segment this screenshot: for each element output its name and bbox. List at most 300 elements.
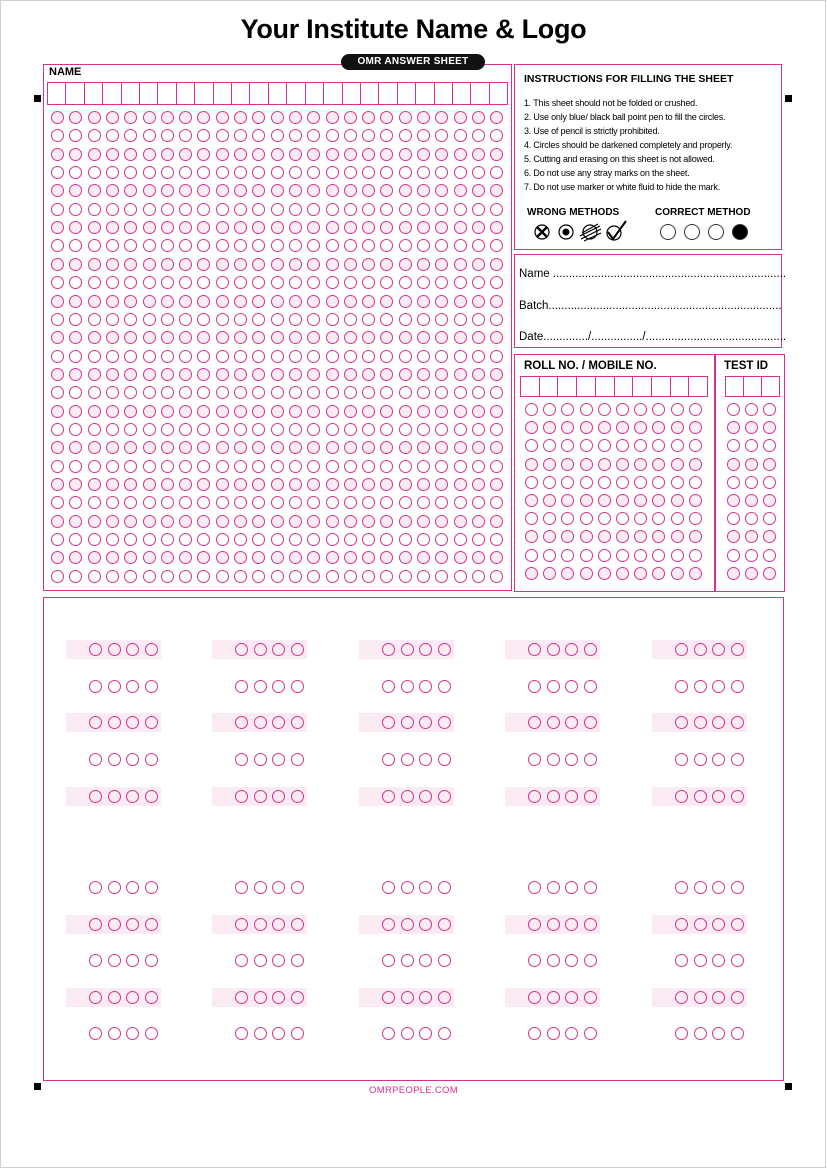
name-bubble-k[interactable] bbox=[380, 295, 393, 308]
roll-bubble-2[interactable] bbox=[671, 439, 684, 452]
name-bubble-a[interactable] bbox=[344, 111, 357, 124]
answer-bubble-b[interactable] bbox=[401, 954, 414, 967]
test-id-bubble-3[interactable] bbox=[763, 458, 776, 471]
name-bubble-k[interactable] bbox=[344, 295, 357, 308]
name-bubble-u[interactable] bbox=[51, 478, 64, 491]
name-bubble-z[interactable] bbox=[399, 570, 412, 583]
name-bubble-u[interactable] bbox=[143, 478, 156, 491]
name-bubble-t[interactable] bbox=[216, 460, 229, 473]
name-bubble-f[interactable] bbox=[271, 203, 284, 216]
answer-bubble-a[interactable] bbox=[528, 643, 541, 656]
name-bubble-i[interactable] bbox=[124, 258, 137, 271]
answer-bubble-d[interactable] bbox=[291, 954, 304, 967]
name-bubble-n[interactable] bbox=[161, 350, 174, 363]
answer-bubble-c[interactable] bbox=[272, 753, 285, 766]
answer-bubble-a[interactable] bbox=[89, 881, 102, 894]
name-bubble-q[interactable] bbox=[216, 405, 229, 418]
name-bubble-c[interactable] bbox=[307, 148, 320, 161]
name-bubble-i[interactable] bbox=[417, 258, 430, 271]
name-bubble-v[interactable] bbox=[88, 496, 101, 509]
answer-bubble-a[interactable] bbox=[528, 790, 541, 803]
name-bubble-a[interactable] bbox=[88, 111, 101, 124]
name-bubble-d[interactable] bbox=[106, 166, 119, 179]
name-bubble-t[interactable] bbox=[435, 460, 448, 473]
answer-bubble-b[interactable] bbox=[694, 790, 707, 803]
answer-bubble-d[interactable] bbox=[438, 918, 451, 931]
roll-bubble-6[interactable] bbox=[598, 512, 611, 525]
name-bubble-o[interactable] bbox=[51, 368, 64, 381]
roll-bubble-9[interactable] bbox=[671, 567, 684, 580]
roll-write-box[interactable] bbox=[671, 377, 690, 396]
name-bubble-z[interactable] bbox=[344, 570, 357, 583]
name-bubble-d[interactable] bbox=[161, 166, 174, 179]
name-bubble-c[interactable] bbox=[161, 148, 174, 161]
name-bubble-d[interactable] bbox=[326, 166, 339, 179]
name-bubble-j[interactable] bbox=[88, 276, 101, 289]
answer-bubble-b[interactable] bbox=[108, 881, 121, 894]
answer-bubble-d[interactable] bbox=[291, 918, 304, 931]
name-bubble-f[interactable] bbox=[179, 203, 192, 216]
name-bubble-i[interactable] bbox=[179, 258, 192, 271]
name-bubble-k[interactable] bbox=[454, 295, 467, 308]
name-bubble-l[interactable] bbox=[344, 313, 357, 326]
name-bubble-m[interactable] bbox=[88, 331, 101, 344]
name-bubble-l[interactable] bbox=[454, 313, 467, 326]
name-bubble-e[interactable] bbox=[454, 184, 467, 197]
answer-bubble-b[interactable] bbox=[401, 1027, 414, 1040]
name-bubble-o[interactable] bbox=[362, 368, 375, 381]
answer-bubble-a[interactable] bbox=[89, 954, 102, 967]
name-bubble-a[interactable] bbox=[234, 111, 247, 124]
name-bubble-h[interactable] bbox=[454, 239, 467, 252]
name-bubble-w[interactable] bbox=[435, 515, 448, 528]
answer-bubble-d[interactable] bbox=[145, 1027, 158, 1040]
answer-bubble-c[interactable] bbox=[565, 753, 578, 766]
roll-bubble-9[interactable] bbox=[525, 567, 538, 580]
name-bubble-x[interactable] bbox=[289, 533, 302, 546]
answer-bubble-a[interactable] bbox=[675, 918, 688, 931]
name-bubble-k[interactable] bbox=[417, 295, 430, 308]
name-bubble-u[interactable] bbox=[326, 478, 339, 491]
name-bubble-n[interactable] bbox=[417, 350, 430, 363]
answer-bubble-a[interactable] bbox=[235, 991, 248, 1004]
answer-bubble-d[interactable] bbox=[731, 1027, 744, 1040]
name-write-box[interactable] bbox=[48, 83, 66, 104]
name-bubble-c[interactable] bbox=[417, 148, 430, 161]
name-bubble-l[interactable] bbox=[124, 313, 137, 326]
name-bubble-e[interactable] bbox=[88, 184, 101, 197]
answer-bubble-a[interactable] bbox=[235, 790, 248, 803]
name-bubble-u[interactable] bbox=[161, 478, 174, 491]
roll-bubble-0[interactable] bbox=[671, 403, 684, 416]
answer-bubble-d[interactable] bbox=[584, 753, 597, 766]
name-bubble-c[interactable] bbox=[124, 148, 137, 161]
name-bubble-d[interactable] bbox=[216, 166, 229, 179]
name-bubble-w[interactable] bbox=[399, 515, 412, 528]
answer-bubble-d[interactable] bbox=[291, 716, 304, 729]
answer-bubble-d[interactable] bbox=[145, 643, 158, 656]
name-bubble-j[interactable] bbox=[143, 276, 156, 289]
name-bubble-g[interactable] bbox=[454, 221, 467, 234]
answer-bubble-c[interactable] bbox=[565, 643, 578, 656]
name-bubble-i[interactable] bbox=[399, 258, 412, 271]
answer-bubble-a[interactable] bbox=[382, 1027, 395, 1040]
name-write-box[interactable] bbox=[85, 83, 103, 104]
name-bubble-l[interactable] bbox=[326, 313, 339, 326]
name-bubble-y[interactable] bbox=[454, 551, 467, 564]
name-bubble-k[interactable] bbox=[307, 295, 320, 308]
answer-bubble-d[interactable] bbox=[291, 643, 304, 656]
answer-bubble-a[interactable] bbox=[382, 918, 395, 931]
answer-bubble-b[interactable] bbox=[108, 954, 121, 967]
name-bubble-w[interactable] bbox=[252, 515, 265, 528]
answer-bubble-b[interactable] bbox=[254, 680, 267, 693]
roll-bubble-6[interactable] bbox=[580, 512, 593, 525]
answer-bubble-d[interactable] bbox=[145, 881, 158, 894]
name-bubble-t[interactable] bbox=[252, 460, 265, 473]
name-bubble-r[interactable] bbox=[362, 423, 375, 436]
answer-bubble-c[interactable] bbox=[419, 790, 432, 803]
name-bubble-o[interactable] bbox=[490, 368, 503, 381]
name-bubble-q[interactable] bbox=[399, 405, 412, 418]
name-bubble-k[interactable] bbox=[197, 295, 210, 308]
name-bubble-t[interactable] bbox=[380, 460, 393, 473]
name-bubble-c[interactable] bbox=[106, 148, 119, 161]
answer-bubble-c[interactable] bbox=[565, 716, 578, 729]
name-bubble-w[interactable] bbox=[51, 515, 64, 528]
name-bubble-q[interactable] bbox=[417, 405, 430, 418]
name-bubble-m[interactable] bbox=[106, 331, 119, 344]
answer-bubble-a[interactable] bbox=[382, 716, 395, 729]
name-bubble-p[interactable] bbox=[399, 386, 412, 399]
answer-bubble-b[interactable] bbox=[401, 716, 414, 729]
name-bubble-a[interactable] bbox=[106, 111, 119, 124]
answer-bubble-c[interactable] bbox=[712, 991, 725, 1004]
name-bubble-g[interactable] bbox=[289, 221, 302, 234]
name-bubble-d[interactable] bbox=[88, 166, 101, 179]
name-bubble-s[interactable] bbox=[216, 441, 229, 454]
roll-bubble-9[interactable] bbox=[598, 567, 611, 580]
name-bubble-c[interactable] bbox=[69, 148, 82, 161]
name-bubble-f[interactable] bbox=[344, 203, 357, 216]
answer-bubble-b[interactable] bbox=[254, 643, 267, 656]
answer-bubble-d[interactable] bbox=[731, 954, 744, 967]
name-bubble-w[interactable] bbox=[106, 515, 119, 528]
answer-bubble-d[interactable] bbox=[438, 643, 451, 656]
name-bubble-g[interactable] bbox=[271, 221, 284, 234]
name-bubble-a[interactable] bbox=[472, 111, 485, 124]
roll-bubble-8[interactable] bbox=[634, 549, 647, 562]
name-bubble-t[interactable] bbox=[454, 460, 467, 473]
name-bubble-j[interactable] bbox=[344, 276, 357, 289]
answer-bubble-c[interactable] bbox=[419, 1027, 432, 1040]
name-bubble-c[interactable] bbox=[143, 148, 156, 161]
name-bubble-a[interactable] bbox=[417, 111, 430, 124]
name-bubble-k[interactable] bbox=[69, 295, 82, 308]
answer-bubble-c[interactable] bbox=[712, 954, 725, 967]
answer-bubble-d[interactable] bbox=[438, 680, 451, 693]
name-bubble-o[interactable] bbox=[307, 368, 320, 381]
name-bubble-t[interactable] bbox=[289, 460, 302, 473]
answer-bubble-b[interactable] bbox=[108, 790, 121, 803]
name-bubble-x[interactable] bbox=[399, 533, 412, 546]
answer-bubble-d[interactable] bbox=[584, 991, 597, 1004]
name-bubble-z[interactable] bbox=[69, 570, 82, 583]
answer-bubble-b[interactable] bbox=[108, 1027, 121, 1040]
answer-bubble-a[interactable] bbox=[528, 991, 541, 1004]
name-bubble-p[interactable] bbox=[143, 386, 156, 399]
answer-bubble-b[interactable] bbox=[547, 881, 560, 894]
name-write-box[interactable] bbox=[416, 83, 434, 104]
answer-bubble-b[interactable] bbox=[547, 753, 560, 766]
name-bubble-a[interactable] bbox=[289, 111, 302, 124]
answer-bubble-d[interactable] bbox=[145, 716, 158, 729]
answer-bubble-a[interactable] bbox=[528, 716, 541, 729]
answer-bubble-c[interactable] bbox=[419, 643, 432, 656]
name-bubble-m[interactable] bbox=[399, 331, 412, 344]
name-bubble-c[interactable] bbox=[472, 148, 485, 161]
name-bubble-d[interactable] bbox=[143, 166, 156, 179]
answer-bubble-a[interactable] bbox=[235, 753, 248, 766]
name-bubble-r[interactable] bbox=[234, 423, 247, 436]
name-bubble-q[interactable] bbox=[124, 405, 137, 418]
name-bubble-n[interactable] bbox=[399, 350, 412, 363]
name-bubble-r[interactable] bbox=[88, 423, 101, 436]
answer-bubble-b[interactable] bbox=[547, 790, 560, 803]
name-write-box[interactable] bbox=[343, 83, 361, 104]
name-bubble-v[interactable] bbox=[399, 496, 412, 509]
roll-bubble-3[interactable] bbox=[543, 458, 556, 471]
name-bubble-k[interactable] bbox=[106, 295, 119, 308]
test-id-bubble-8[interactable] bbox=[745, 549, 758, 562]
answer-bubble-d[interactable] bbox=[731, 918, 744, 931]
name-bubble-t[interactable] bbox=[197, 460, 210, 473]
name-bubble-x[interactable] bbox=[344, 533, 357, 546]
answer-bubble-b[interactable] bbox=[694, 680, 707, 693]
name-bubble-k[interactable] bbox=[435, 295, 448, 308]
name-bubble-p[interactable] bbox=[216, 386, 229, 399]
roll-bubble-9[interactable] bbox=[616, 567, 629, 580]
answer-bubble-c[interactable] bbox=[712, 1027, 725, 1040]
name-bubble-t[interactable] bbox=[161, 460, 174, 473]
name-bubble-n[interactable] bbox=[88, 350, 101, 363]
name-bubble-k[interactable] bbox=[472, 295, 485, 308]
name-bubble-f[interactable] bbox=[399, 203, 412, 216]
name-bubble-i[interactable] bbox=[51, 258, 64, 271]
name-bubble-h[interactable] bbox=[88, 239, 101, 252]
answer-bubble-c[interactable] bbox=[419, 753, 432, 766]
answer-bubble-a[interactable] bbox=[382, 680, 395, 693]
name-bubble-i[interactable] bbox=[216, 258, 229, 271]
answer-bubble-c[interactable] bbox=[712, 881, 725, 894]
name-bubble-m[interactable] bbox=[326, 331, 339, 344]
name-bubble-r[interactable] bbox=[51, 423, 64, 436]
name-bubble-j[interactable] bbox=[289, 276, 302, 289]
name-bubble-k[interactable] bbox=[289, 295, 302, 308]
name-bubble-w[interactable] bbox=[307, 515, 320, 528]
name-bubble-r[interactable] bbox=[454, 423, 467, 436]
name-bubble-m[interactable] bbox=[143, 331, 156, 344]
answer-bubble-b[interactable] bbox=[108, 991, 121, 1004]
name-bubble-n[interactable] bbox=[454, 350, 467, 363]
name-bubble-r[interactable] bbox=[161, 423, 174, 436]
name-bubble-q[interactable] bbox=[197, 405, 210, 418]
name-bubble-r[interactable] bbox=[289, 423, 302, 436]
name-bubble-g[interactable] bbox=[344, 221, 357, 234]
answer-bubble-b[interactable] bbox=[401, 881, 414, 894]
name-bubble-c[interactable] bbox=[289, 148, 302, 161]
answer-bubble-d[interactable] bbox=[438, 954, 451, 967]
answer-bubble-c[interactable] bbox=[419, 954, 432, 967]
name-bubble-l[interactable] bbox=[88, 313, 101, 326]
name-bubble-q[interactable] bbox=[161, 405, 174, 418]
name-bubble-t[interactable] bbox=[124, 460, 137, 473]
answer-bubble-a[interactable] bbox=[89, 918, 102, 931]
answer-bubble-a[interactable] bbox=[235, 680, 248, 693]
name-bubble-u[interactable] bbox=[179, 478, 192, 491]
name-bubble-q[interactable] bbox=[271, 405, 284, 418]
answer-bubble-a[interactable] bbox=[89, 716, 102, 729]
test-id-bubble-3[interactable] bbox=[745, 458, 758, 471]
answer-bubble-c[interactable] bbox=[565, 1027, 578, 1040]
name-bubble-r[interactable] bbox=[179, 423, 192, 436]
answer-bubble-d[interactable] bbox=[731, 790, 744, 803]
name-bubble-o[interactable] bbox=[417, 368, 430, 381]
name-bubble-k[interactable] bbox=[234, 295, 247, 308]
name-bubble-f[interactable] bbox=[234, 203, 247, 216]
name-write-box[interactable] bbox=[471, 83, 489, 104]
name-bubble-c[interactable] bbox=[454, 148, 467, 161]
name-bubble-p[interactable] bbox=[271, 386, 284, 399]
answer-bubble-a[interactable] bbox=[528, 881, 541, 894]
name-bubble-l[interactable] bbox=[143, 313, 156, 326]
name-bubble-c[interactable] bbox=[326, 148, 339, 161]
name-bubble-q[interactable] bbox=[106, 405, 119, 418]
name-bubble-t[interactable] bbox=[399, 460, 412, 473]
name-bubble-t[interactable] bbox=[143, 460, 156, 473]
name-bubble-j[interactable] bbox=[399, 276, 412, 289]
name-bubble-q[interactable] bbox=[472, 405, 485, 418]
answer-bubble-c[interactable] bbox=[712, 918, 725, 931]
answer-bubble-c[interactable] bbox=[565, 790, 578, 803]
answer-bubble-d[interactable] bbox=[438, 881, 451, 894]
name-bubble-e[interactable] bbox=[143, 184, 156, 197]
name-write-box[interactable] bbox=[214, 83, 232, 104]
roll-bubble-4[interactable] bbox=[525, 476, 538, 489]
roll-bubble-8[interactable] bbox=[525, 549, 538, 562]
answer-bubble-c[interactable] bbox=[126, 881, 139, 894]
name-bubble-d[interactable] bbox=[344, 166, 357, 179]
name-bubble-n[interactable] bbox=[252, 350, 265, 363]
answer-bubble-d[interactable] bbox=[145, 991, 158, 1004]
name-bubble-q[interactable] bbox=[143, 405, 156, 418]
test-id-bubble-8[interactable] bbox=[727, 549, 740, 562]
name-bubble-n[interactable] bbox=[106, 350, 119, 363]
name-bubble-d[interactable] bbox=[271, 166, 284, 179]
name-bubble-o[interactable] bbox=[179, 368, 192, 381]
name-bubble-z[interactable] bbox=[216, 570, 229, 583]
answer-bubble-a[interactable] bbox=[675, 790, 688, 803]
answer-bubble-d[interactable] bbox=[584, 954, 597, 967]
answer-bubble-d[interactable] bbox=[584, 1027, 597, 1040]
name-bubble-n[interactable] bbox=[271, 350, 284, 363]
name-bubble-r[interactable] bbox=[216, 423, 229, 436]
name-bubble-q[interactable] bbox=[179, 405, 192, 418]
answer-bubble-c[interactable] bbox=[126, 991, 139, 1004]
name-bubble-o[interactable] bbox=[106, 368, 119, 381]
answer-bubble-d[interactable] bbox=[145, 680, 158, 693]
name-bubble-w[interactable] bbox=[362, 515, 375, 528]
name-bubble-d[interactable] bbox=[51, 166, 64, 179]
name-bubble-t[interactable] bbox=[234, 460, 247, 473]
roll-bubble-8[interactable] bbox=[652, 549, 665, 562]
answer-bubble-b[interactable] bbox=[547, 1027, 560, 1040]
name-bubble-v[interactable] bbox=[216, 496, 229, 509]
answer-bubble-c[interactable] bbox=[272, 680, 285, 693]
answer-bubble-d[interactable] bbox=[731, 753, 744, 766]
name-bubble-l[interactable] bbox=[289, 313, 302, 326]
name-bubble-u[interactable] bbox=[234, 478, 247, 491]
roll-bubble-3[interactable] bbox=[561, 458, 574, 471]
name-write-box[interactable] bbox=[453, 83, 471, 104]
name-bubble-f[interactable] bbox=[435, 203, 448, 216]
answer-bubble-c[interactable] bbox=[419, 881, 432, 894]
name-bubble-a[interactable] bbox=[179, 111, 192, 124]
name-write-box[interactable] bbox=[232, 83, 250, 104]
answer-bubble-c[interactable] bbox=[272, 1027, 285, 1040]
answer-bubble-d[interactable] bbox=[731, 716, 744, 729]
answer-bubble-a[interactable] bbox=[528, 753, 541, 766]
roll-bubble-3[interactable] bbox=[634, 458, 647, 471]
answer-bubble-b[interactable] bbox=[401, 643, 414, 656]
name-bubble-j[interactable] bbox=[326, 276, 339, 289]
roll-bubble-3[interactable] bbox=[616, 458, 629, 471]
name-bubble-m[interactable] bbox=[472, 331, 485, 344]
name-bubble-u[interactable] bbox=[271, 478, 284, 491]
name-bubble-k[interactable] bbox=[143, 295, 156, 308]
roll-write-box[interactable] bbox=[652, 377, 671, 396]
name-bubble-x[interactable] bbox=[106, 533, 119, 546]
name-bubble-c[interactable] bbox=[179, 148, 192, 161]
name-bubble-t[interactable] bbox=[417, 460, 430, 473]
name-bubble-f[interactable] bbox=[472, 203, 485, 216]
answer-bubble-c[interactable] bbox=[565, 881, 578, 894]
answer-bubble-b[interactable] bbox=[108, 643, 121, 656]
answer-bubble-a[interactable] bbox=[675, 680, 688, 693]
name-bubble-l[interactable] bbox=[490, 313, 503, 326]
name-bubble-l[interactable] bbox=[307, 313, 320, 326]
answer-bubble-a[interactable] bbox=[382, 954, 395, 967]
name-bubble-s[interactable] bbox=[143, 441, 156, 454]
name-write-box[interactable] bbox=[66, 83, 84, 104]
name-bubble-i[interactable] bbox=[271, 258, 284, 271]
roll-bubble-8[interactable] bbox=[580, 549, 593, 562]
roll-bubble-8[interactable] bbox=[598, 549, 611, 562]
name-bubble-m[interactable] bbox=[161, 331, 174, 344]
name-bubble-x[interactable] bbox=[88, 533, 101, 546]
name-bubble-a[interactable] bbox=[271, 111, 284, 124]
name-bubble-o[interactable] bbox=[216, 368, 229, 381]
answer-bubble-a[interactable] bbox=[382, 991, 395, 1004]
name-bubble-d[interactable] bbox=[289, 166, 302, 179]
name-bubble-z[interactable] bbox=[252, 570, 265, 583]
answer-bubble-c[interactable] bbox=[126, 753, 139, 766]
name-bubble-d[interactable] bbox=[454, 166, 467, 179]
answer-bubble-b[interactable] bbox=[547, 716, 560, 729]
name-write-box[interactable] bbox=[103, 83, 121, 104]
name-bubble-z[interactable] bbox=[490, 570, 503, 583]
name-bubble-c[interactable] bbox=[399, 148, 412, 161]
